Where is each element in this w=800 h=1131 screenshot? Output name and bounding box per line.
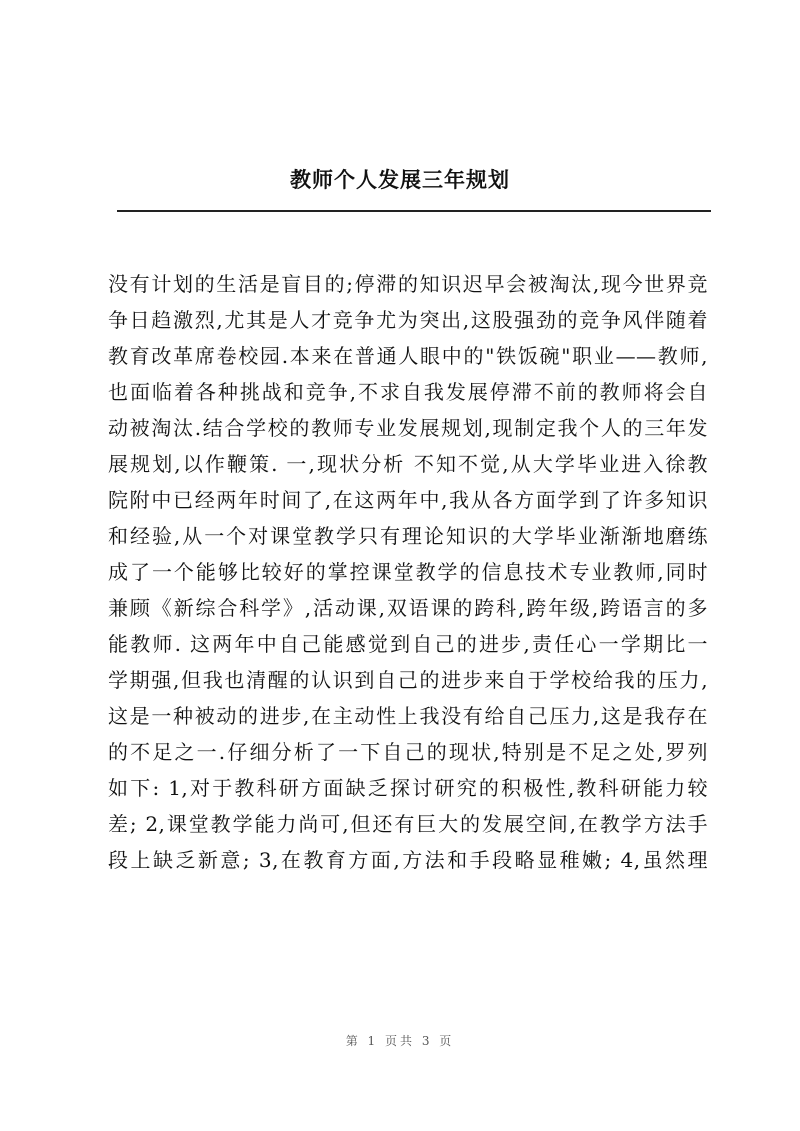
body-line: 争日趋激烈,尤其是人才竞争尤为突出,这股强劲的竞争风伴随着 [108,308,708,332]
body-line: 动被淘汰.结合学校的教师专业发展规划,现制定我个人的三年发 [108,416,708,440]
document-title: 教师个人发展三年规划 [290,168,510,192]
body-line: 差; 2,课堂教学能力尚可,但还有巨大的发展空间,在教学方法手 [108,812,708,836]
body-line: 学期强,但我也清醒的认识到自己的进步来自于学校给我的压力, [108,668,708,692]
body-line: 也面临着各种挑战和竞争,不求自我发展停滞不前的教师将会自 [108,380,708,404]
body-line: 的不足之一.仔细分析了一下自己的现状,特别是不足之处,罗列 [108,740,708,764]
document-body [108,266,708,878]
body-line: 段上缺乏新意; 3,在教育方面,方法和手段略显稚嫩; 4,虽然理 [108,848,708,872]
page-number-footer: 第 1 页共 3 页 [345,1034,455,1048]
body-line: 能教师. 这两年中自己能感觉到自己的进步,责任心一学期比一 [108,632,708,656]
body-line: 院附中已经两年时间了,在这两年中,我从各方面学到了许多知识 [108,488,708,512]
body-line: 没有计划的生活是盲目的;停滞的知识迟早会被淘汰,现今世界竞 [108,272,708,296]
body-line: 展规划,以作鞭策. 一,现状分析 不知不觉,从大学毕业进入徐教 [108,452,708,476]
body-line: 兼顾《新综合科学》,活动课,双语课的跨科,跨年级,跨语言的多 [108,596,708,620]
body-line: 如下: 1,对于教科研方面缺乏探讨研究的积极性,教科研能力较 [108,776,708,800]
body-line: 和经验,从一个对课堂教学只有理论知识的大学毕业渐渐地磨练 [108,524,708,548]
body-line: 这是一种被动的进步,在主动性上我没有给自己压力,这是我存在 [108,704,708,728]
title-divider [117,210,711,212]
body-line: 教育改革席卷校园.本来在普通人眼中的"铁饭碗"职业——教师, [108,344,708,368]
body-line: 成了一个能够比较好的掌控课堂教学的信息技术专业教师,同时 [108,560,708,584]
